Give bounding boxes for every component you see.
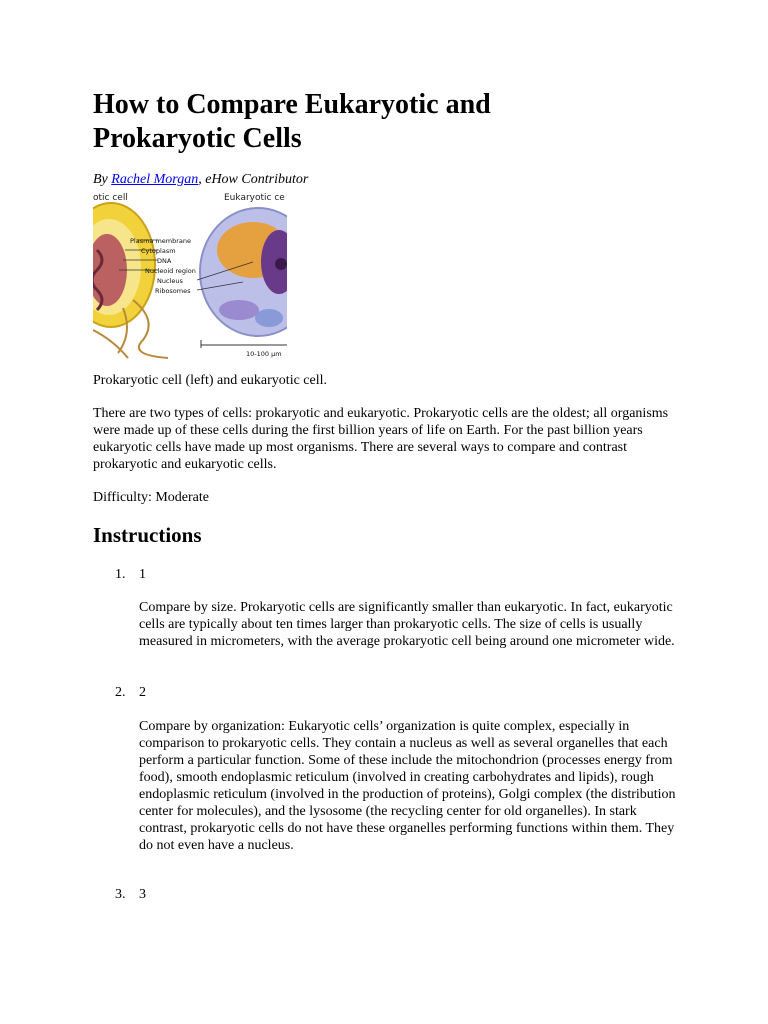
label-nucleoid-region: Nucleoid region — [145, 267, 196, 275]
left-figure-label: otic cell — [93, 193, 128, 203]
step-3-marker: 3. 3 — [115, 887, 146, 902]
label-ribosomes: Ribosomes — [155, 287, 191, 295]
byline — [93, 171, 308, 189]
step-2-text: Compare by organization: Eukaryotic cells’ organization is quite complex, especially in comparison to prokaryotic cells. They contain a nucleus as well as several organelles that each perform a particular function. Some of these include the mitochondrion (processes energy from food), smooth endoplasmic reticulum (involved in creating carbohydrates and lipids), rough endoplasmic reticulum (involved in the production of proteins), Golgi complex (the distribution center for molecules), and the lysosome (the recycling center for old organelles). In stark contrast, prokaryotic cells do not have these organelles performing functions within them. They do not even have a nucleus. — [139, 719, 676, 853]
article-title: How to Compare Eukaryotic and Prokaryotic Cells — [93, 89, 491, 154]
instructions-heading: Instructions — [93, 523, 202, 547]
label-cytoplasm: Cytoplasm — [141, 247, 176, 255]
byline-prefix: By — [93, 172, 112, 187]
image-caption: Prokaryotic cell (left) and eukaryotic cell. — [93, 373, 328, 388]
label-dna: DNA — [157, 257, 172, 265]
step-2-marker: 2. 2 — [115, 685, 146, 700]
label-plasma-membrane: Plasma membrane — [130, 237, 192, 245]
difficulty: Difficulty: Moderate — [93, 490, 209, 505]
step-1-text: Compare by size. Prokaryotic cells are significantly smaller than eukaryotic. In fact, eukaryotic cells are typically about ten times larger than prokaryotic cells. The size of cells is usually measured in micrometers, with the average prokaryotic cell being around one micrometer wide. — [139, 600, 675, 649]
intro-paragraph: There are two types of cells: prokaryotic and eukaryotic. Prokaryotic cells are the oldest; all organisms were made up of these cells during the first billion years of life on Earth. For the past billion years eukaryotic cells have made up most organisms. There are several ways to compare and contrast prokaryotic and eukaryotic cells. — [93, 406, 669, 472]
cell-diagram — [93, 190, 287, 360]
byline-suffix: , eHow Contributor — [198, 172, 309, 187]
author-link[interactable]: Rachel Morgan — [111, 172, 199, 187]
right-figure-label: Eukaryotic ce — [224, 193, 285, 203]
step-1-marker: 1. 1 — [115, 567, 146, 582]
scale-label: 10-100 µm — [246, 350, 282, 358]
label-nucleus: Nucleus — [157, 277, 183, 285]
cell-comparison-image — [93, 190, 287, 360]
